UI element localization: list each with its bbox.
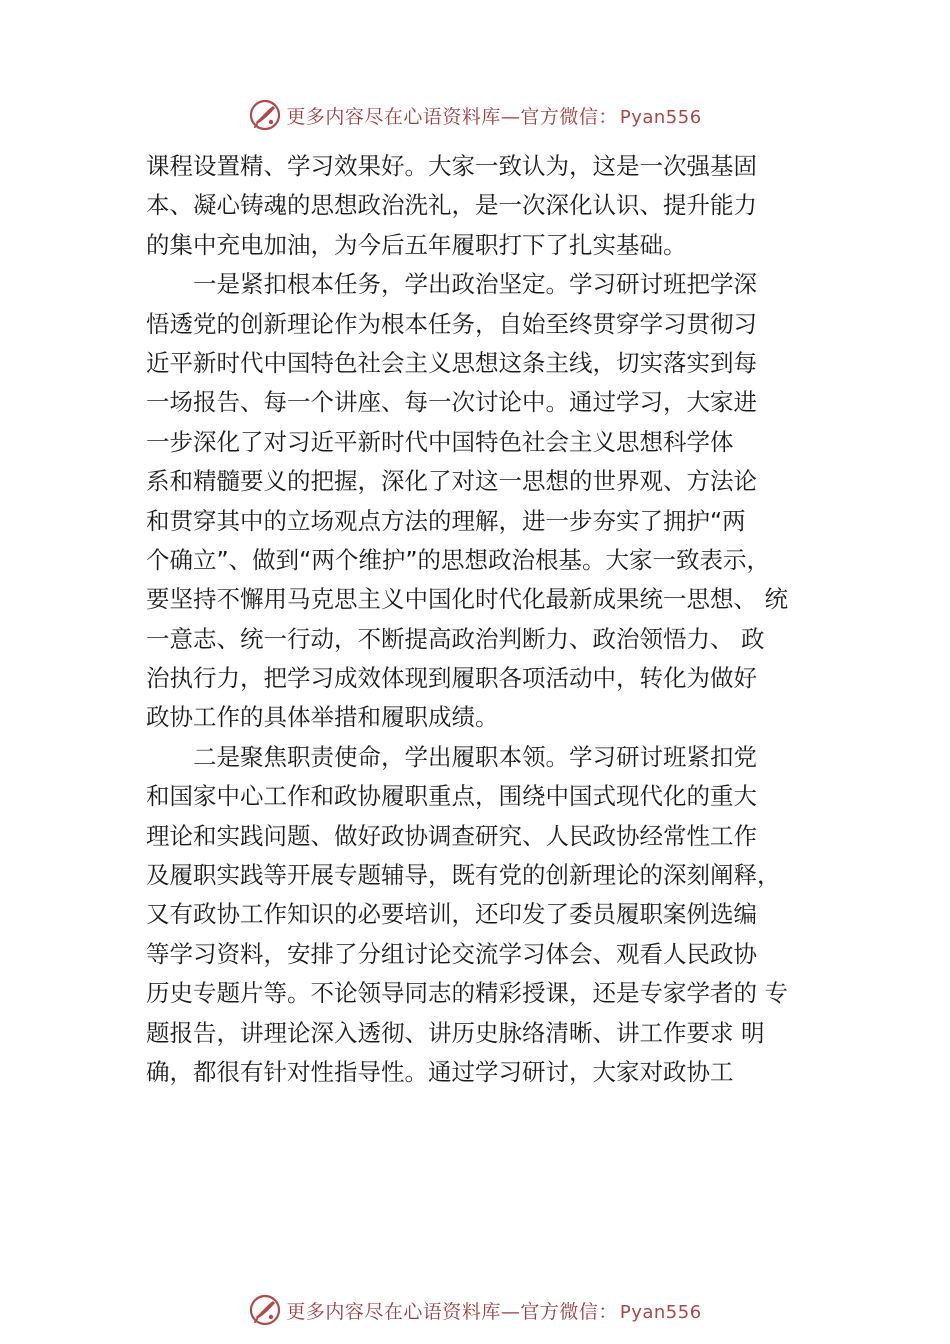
footer-wechat-id: Pyan556	[619, 1301, 702, 1323]
text-line: 的集中充电加油，为今后五年履职打下了扎实基础。	[146, 230, 687, 259]
text-line: 及履职实践等开展专题辅导，既有党的创新理论的深刻阐释，	[146, 861, 781, 890]
footer-banner	[0, 1290, 950, 1330]
text-line: 等学习资料，安排了分组讨论交流学习体会、观看人民政协	[146, 939, 757, 968]
text-line: 一意志、统一行动，不断提高政治判断力、政治领悟力、 政	[146, 624, 765, 653]
text-line: 二是聚焦职责使命，学出履职本领。学习研讨班紧扣党	[146, 742, 757, 771]
text-line: 系和精髓要义的把握，深化了对这一思想的世界观、方法论	[146, 467, 757, 496]
document-body	[146, 147, 836, 1092]
header-slogan: 更多内容尽在心语资料库—官方微信：	[286, 105, 618, 128]
footer-banner-text	[286, 1297, 701, 1324]
text-line: 近平新时代中国特色社会主义思想这条主线，切实落实到每	[146, 348, 757, 377]
text-line: 本、凝心铸魂的思想政治洗礼，是一次深化认识、提升能力	[146, 191, 757, 220]
text-line: 治执行力，把学习成效体现到履职各项活动中，转化为做好	[146, 664, 757, 693]
text-line: 又有政协工作知识的必要培训，还印发了委员履职案例选编	[146, 900, 757, 929]
text-line: 理论和实践问题、做好政协调查研究、人民政协经常性工作	[146, 821, 757, 850]
pen-quill-logo-icon	[248, 1293, 282, 1327]
text-line: 和国家中心工作和政协履职重点，围绕中国式现代化的重大	[146, 782, 757, 811]
text-line: 确，都很有针对性指导性。通过学习研讨，大家对政协工	[146, 1057, 734, 1086]
header-wechat-id: Pyan556	[619, 106, 702, 128]
footer-slogan: 更多内容尽在心语资料库—官方微信：	[286, 1300, 618, 1323]
text-line: 课程设置精、学习效果好。大家一致认为，这是一次强基固	[146, 152, 757, 180]
text-line: 个确立”、做到“两个维护”的思想政治根基。大家一致表示，	[146, 545, 771, 574]
text-line: 题报告，讲理论深入透彻、讲历史脉络清晰、讲工作要求 明	[146, 1018, 765, 1047]
text-line: 政协工作的具体举措和履职成绩。	[146, 703, 499, 732]
header-banner-text	[286, 102, 701, 129]
text-line: 悟透党的创新理论作为根本任务，自始至终贯穿学习贯彻习	[146, 309, 757, 338]
text-line: 历史专题片等。不论领导同志的精彩授课，还是专家学者的 专	[146, 979, 788, 1008]
header-banner	[0, 95, 950, 135]
text-line: 一场报告、每一个讲座、每一次讨论中。通过学习，大家进	[146, 388, 757, 417]
text-line: 和贯穿其中的立场观点方法的理解，进一步夯实了拥护“两	[146, 506, 746, 535]
text-line: 一是紧扣根本任务，学出政治坚定。学习研讨班把学深	[146, 270, 757, 299]
text-line: 要坚持不懈用马克思主义中国化时代化最新成果统一思想、 统	[146, 585, 788, 614]
text-line: 一步深化了对习近平新时代中国特色社会主义思想科学体	[146, 427, 734, 456]
pen-quill-logo-icon	[248, 98, 282, 132]
